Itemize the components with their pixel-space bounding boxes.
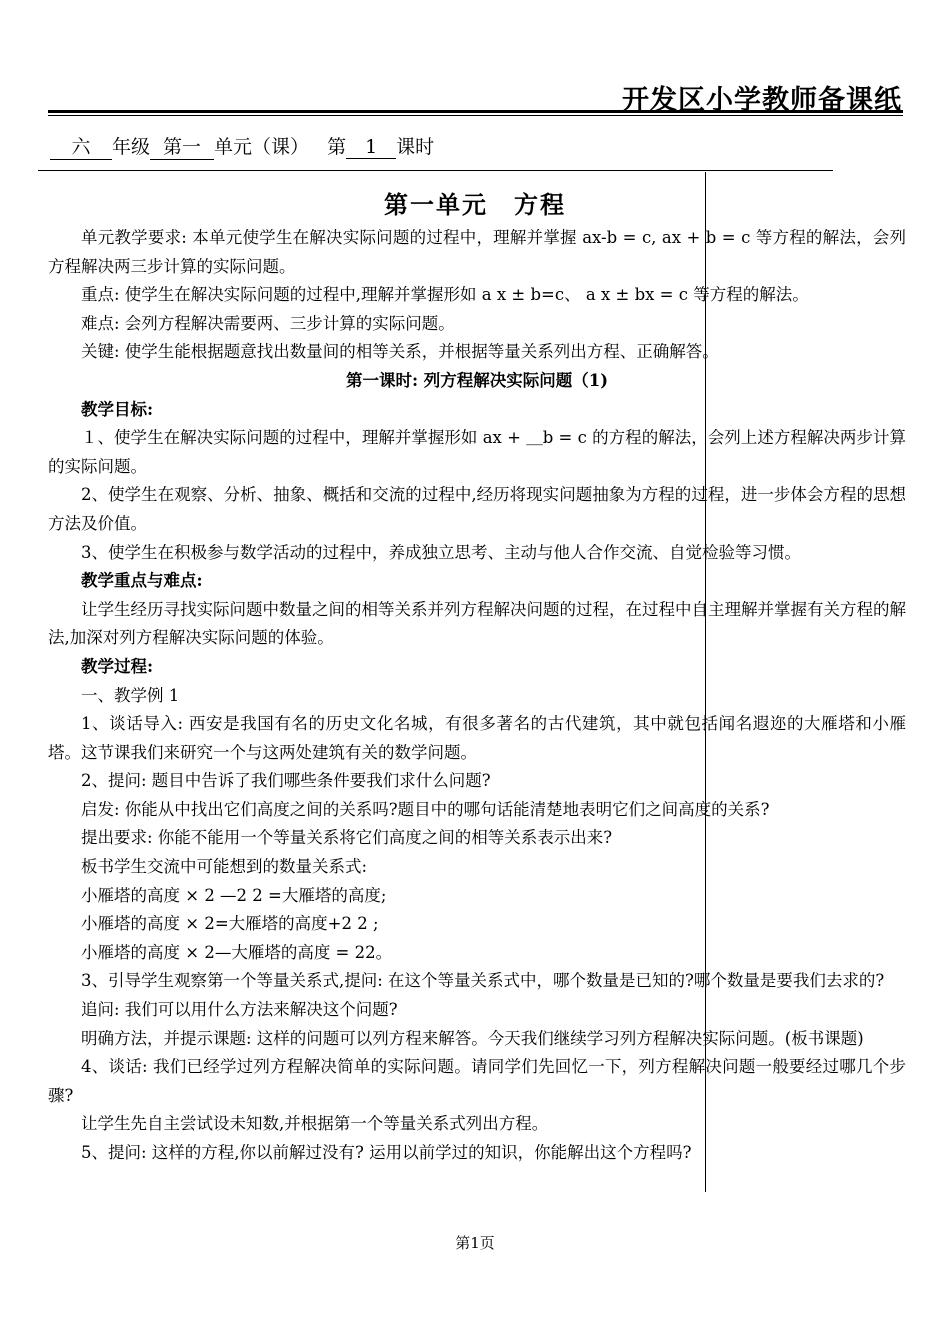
paragraph: 2、使学生在观察、分析、抽象、概括和交流的过程中,经历将现实问题抽象为方程的过程，进一步体会方程的思想方法及价值。 bbox=[48, 485, 906, 533]
paragraph: 1、谈话导入: 西安是我国有名的历史文化名城，有很多著名的古代建筑，其中就包括闻名遐迩的大雁塔和小雁塔。这节课我们来研究一个与这两处建筑有关的数学问题。 bbox=[48, 714, 906, 762]
grade-value: 六 bbox=[50, 132, 112, 160]
paragraph: 启发: 你能从中找出它们高度之间的关系吗?题目中的哪句话能清楚地表明它们之间高度的关系? bbox=[81, 799, 770, 819]
unit-value: 第一 bbox=[150, 132, 214, 160]
paragraph: 2、提问: 题目中告诉了我们哪些条件要我们求什么问题? bbox=[81, 771, 491, 791]
document-title: 第一单元 方程 bbox=[384, 190, 566, 219]
paragraph: 教学重点与难点: bbox=[81, 571, 203, 591]
paragraph: 明确方法，并提示课题: 这样的问题可以列方程来解答。今天我们继续学习列方程解决实际问题。(板书课题) bbox=[81, 1028, 864, 1048]
lesson-meta-line bbox=[50, 132, 434, 160]
paragraph: 关键: 使学生能根据题意找出数量间的相等关系，并根据等量关系列出方程、正确解答。 bbox=[81, 342, 719, 362]
unit-label: 单元（课） bbox=[214, 136, 310, 158]
paragraph: 小雁塔的高度 × 2=大雁塔的高度+2 2 ; bbox=[81, 914, 379, 934]
paragraph: 第一课时: 列方程解决实际问题（1) bbox=[345, 370, 609, 390]
header-title: 开发区小学教师备课纸 bbox=[622, 85, 902, 116]
paragraph: 让学生先自主尝试设未知数,并根据第一个等量关系式列出方程。 bbox=[81, 1114, 549, 1134]
lesson-content bbox=[48, 224, 906, 1168]
paragraph: 3、引导学生观察第一个等量关系式,提问: 在这个等量关系式中，哪个数量是已知的?哪个数量是要我们去求的? bbox=[81, 971, 885, 991]
paragraph: 小雁塔的高度 × 2 —2 2 =大雁塔的高度; bbox=[81, 885, 387, 905]
header-rule-thin bbox=[48, 115, 903, 116]
paragraph: 教学过程: bbox=[81, 656, 154, 676]
paragraph: 难点: 会列方程解决需要两、三步计算的实际问题。 bbox=[81, 313, 455, 333]
paragraph: 3、使学生在积极参与数学活动的过程中，养成独立思考、主动与他人合作交流、自觉检验等习惯。 bbox=[81, 542, 801, 562]
paragraph: 教学目标: bbox=[81, 399, 154, 419]
paragraph: 5、提问: 这样的方程,你以前解过没有? 运用以前学过的知识，你能解出这个方程吗? bbox=[81, 1143, 692, 1162]
lesson-prefix: 第 bbox=[327, 136, 347, 158]
paragraph: １、使学生在解决实际问题的过程中，理解并掌握形如 ax + ＿b = c 的方程的解法，会列上述方程解决两步计算的实际问题。 bbox=[48, 428, 906, 476]
paragraph: 一、教学例 1 bbox=[81, 685, 180, 705]
paragraph: 单元教学要求: 本单元使学生在解决实际问题的过程中，理解并掌握 ax-b = c, ax + b = c 等方程的解法，会列方程解决两三步计算的实际问题。 bbox=[48, 228, 906, 276]
paragraph: 让学生经历寻找实际问题中数量之间的相等关系并列方程解决问题的过程，在过程中自主理解并掌握有关方程的解法,加深对列方程解决实际问题的体验。 bbox=[48, 599, 906, 648]
paragraph: 板书学生交流中可能想到的数量关系式: bbox=[81, 857, 368, 877]
paragraph: 提出要求: 你能不能用一个等量关系将它们高度之间的相等关系表示出来? bbox=[81, 828, 613, 848]
paragraph: 小雁塔的高度 × 2—大雁塔的高度 = 22。 bbox=[81, 942, 393, 962]
paragraph: 重点: 使学生在解决实际问题的过程中,理解并掌握形如 a x ± b=c、 a x ± bx = c 等方程的解法。 bbox=[81, 285, 809, 305]
paragraph: 追问: 我们可以用什么方法来解决这个问题? bbox=[81, 1000, 398, 1020]
grade-label: 年级 bbox=[112, 136, 151, 158]
lesson-label: 课时 bbox=[396, 136, 435, 158]
lesson-number: 1 bbox=[346, 136, 396, 159]
meta-rule bbox=[38, 170, 833, 171]
header-rule bbox=[48, 110, 903, 113]
page-number: 第1页 bbox=[455, 1234, 495, 1252]
paragraph: 4、谈话: 我们已经学过列方程解决简单的实际问题。请同学们先回忆一下，列方程解决问题一般要经过哪几个步骤? bbox=[48, 1057, 906, 1105]
